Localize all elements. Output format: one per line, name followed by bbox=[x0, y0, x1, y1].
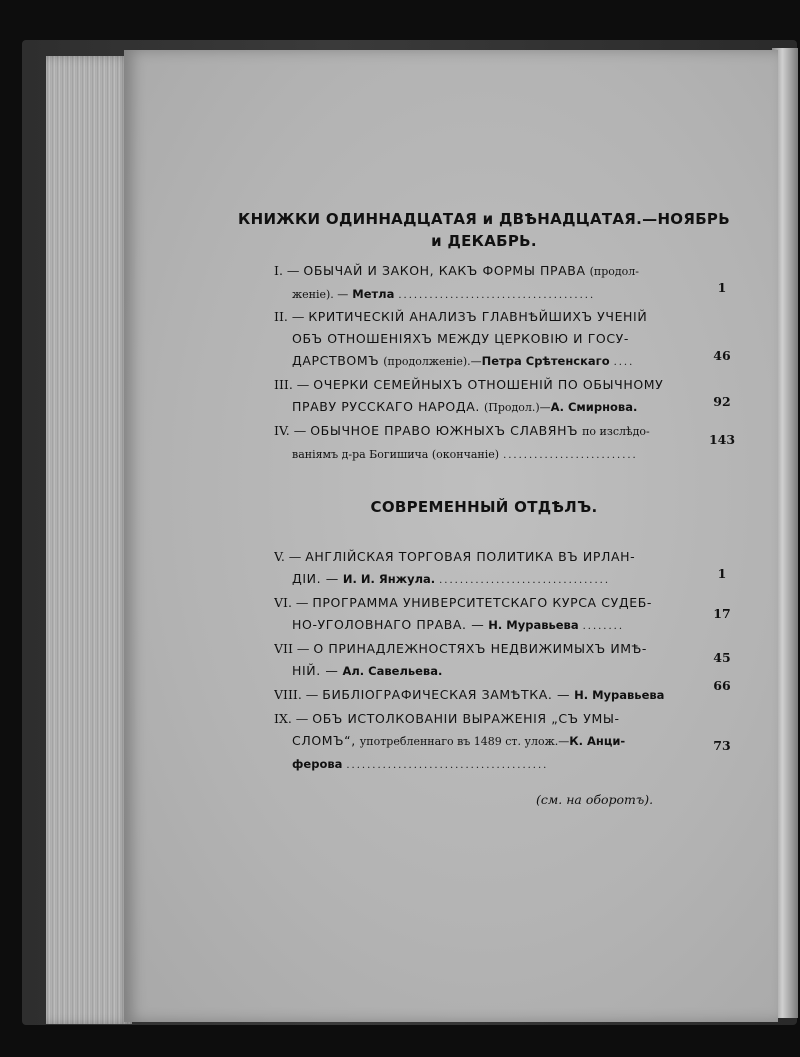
turn-over-note: (см. на оборотъ). bbox=[536, 792, 654, 807]
toc-entry-3: III. — ОЧЕРКИ СЕМЕЙНЫХЪ ОТНОШЕНІЙ ПО ОБЫЧНОМУ ПРАВУ РУССКАГО НАРОДА. (Продол.)—А. Смирнова. bbox=[274, 377, 664, 414]
page-heading: КНИЖКИ ОДИННАДЦАТАЯ и ДВѢНАДЦАТАЯ.—НОЯБРЬ bbox=[238, 210, 730, 228]
toc-page-number: 73 bbox=[713, 738, 731, 753]
toc-entry-1: I. — ОБЫЧАЙ И ЗАКОН, КАКЪ ФОРМЫ ПРАВА (продол- женіе). — Метла ...................................... bbox=[274, 263, 640, 301]
toc-entry-8: VIII. — БИБЛІОГРАФИЧЕСКАЯ ЗАМѢТКА. — Н. Муравьева bbox=[274, 687, 665, 702]
section-title-modern: СОВРЕМЕННЫЙ ОТДѢЛЪ. bbox=[370, 498, 598, 516]
toc-page-number: 143 bbox=[708, 432, 736, 447]
toc-entry-5: V. — АНГЛІЙСКАЯ ТОРГОВАЯ ПОЛИТИКА ВЪ ИРЛАН- ДІИ. — И. И. Янжула. ................................. bbox=[274, 549, 636, 586]
toc-entry-2: II. — КРИТИЧЕСКІЙ АНАЛИЗЪ ГЛАВНѢЙШИХЪ УЧЕНІЙ ОБЪ ОТНОШЕНІЯХЪ МЕЖДУ ЦЕРКОВІЮ И ГОСУ- ДАРСТВОМЪ (продолженіе).—Петра Срѣтенскаго .... bbox=[274, 309, 648, 368]
toc-entry-6: VI. — ПРОГРАММА УНИВЕРСИТЕТСКАГО КУРСА СУДЕБ- НО-УГОЛОВНАГО ПРАВА. — Н. Муравьева ........ bbox=[274, 595, 652, 632]
toc-entry-7: VII — О ПРИНАДЛЕЖНОСТЯХЪ НЕДВИЖИМЫХЪ ИМѢ- НІЙ. — Ал. Савельева. bbox=[274, 641, 648, 678]
toc-page-number: 92 bbox=[713, 394, 731, 409]
page-heading-continued: и ДЕКАБРЬ. bbox=[431, 232, 537, 250]
toc-page-number: 17 bbox=[713, 606, 731, 621]
toc-page-number: 66 bbox=[713, 678, 731, 693]
toc-page-number: 45 bbox=[713, 650, 731, 665]
toc-page-number: 46 bbox=[713, 348, 731, 363]
toc-entry-4: IV. — ОБЫЧНОЕ ПРАВО ЮЖНЫХЪ СЛАВЯНЪ по изслѣдо- ваніямъ д-ра Богишича (окончаніе) .......................... bbox=[274, 423, 650, 461]
contents-page bbox=[124, 50, 778, 1022]
toc-page-number: 1 bbox=[717, 566, 727, 581]
page-block-edges bbox=[46, 56, 132, 1024]
toc-entry-9: IX. — ОБЪ ИСТОЛКОВАНІИ ВЫРАЖЕНІЯ „СЪ УМЫ- СЛОМЪ“, употребленнаго въ 1489 ст. улож.—К. Анци- ферова ....................................... bbox=[274, 711, 626, 771]
toc-page-number: 1 bbox=[717, 280, 727, 295]
